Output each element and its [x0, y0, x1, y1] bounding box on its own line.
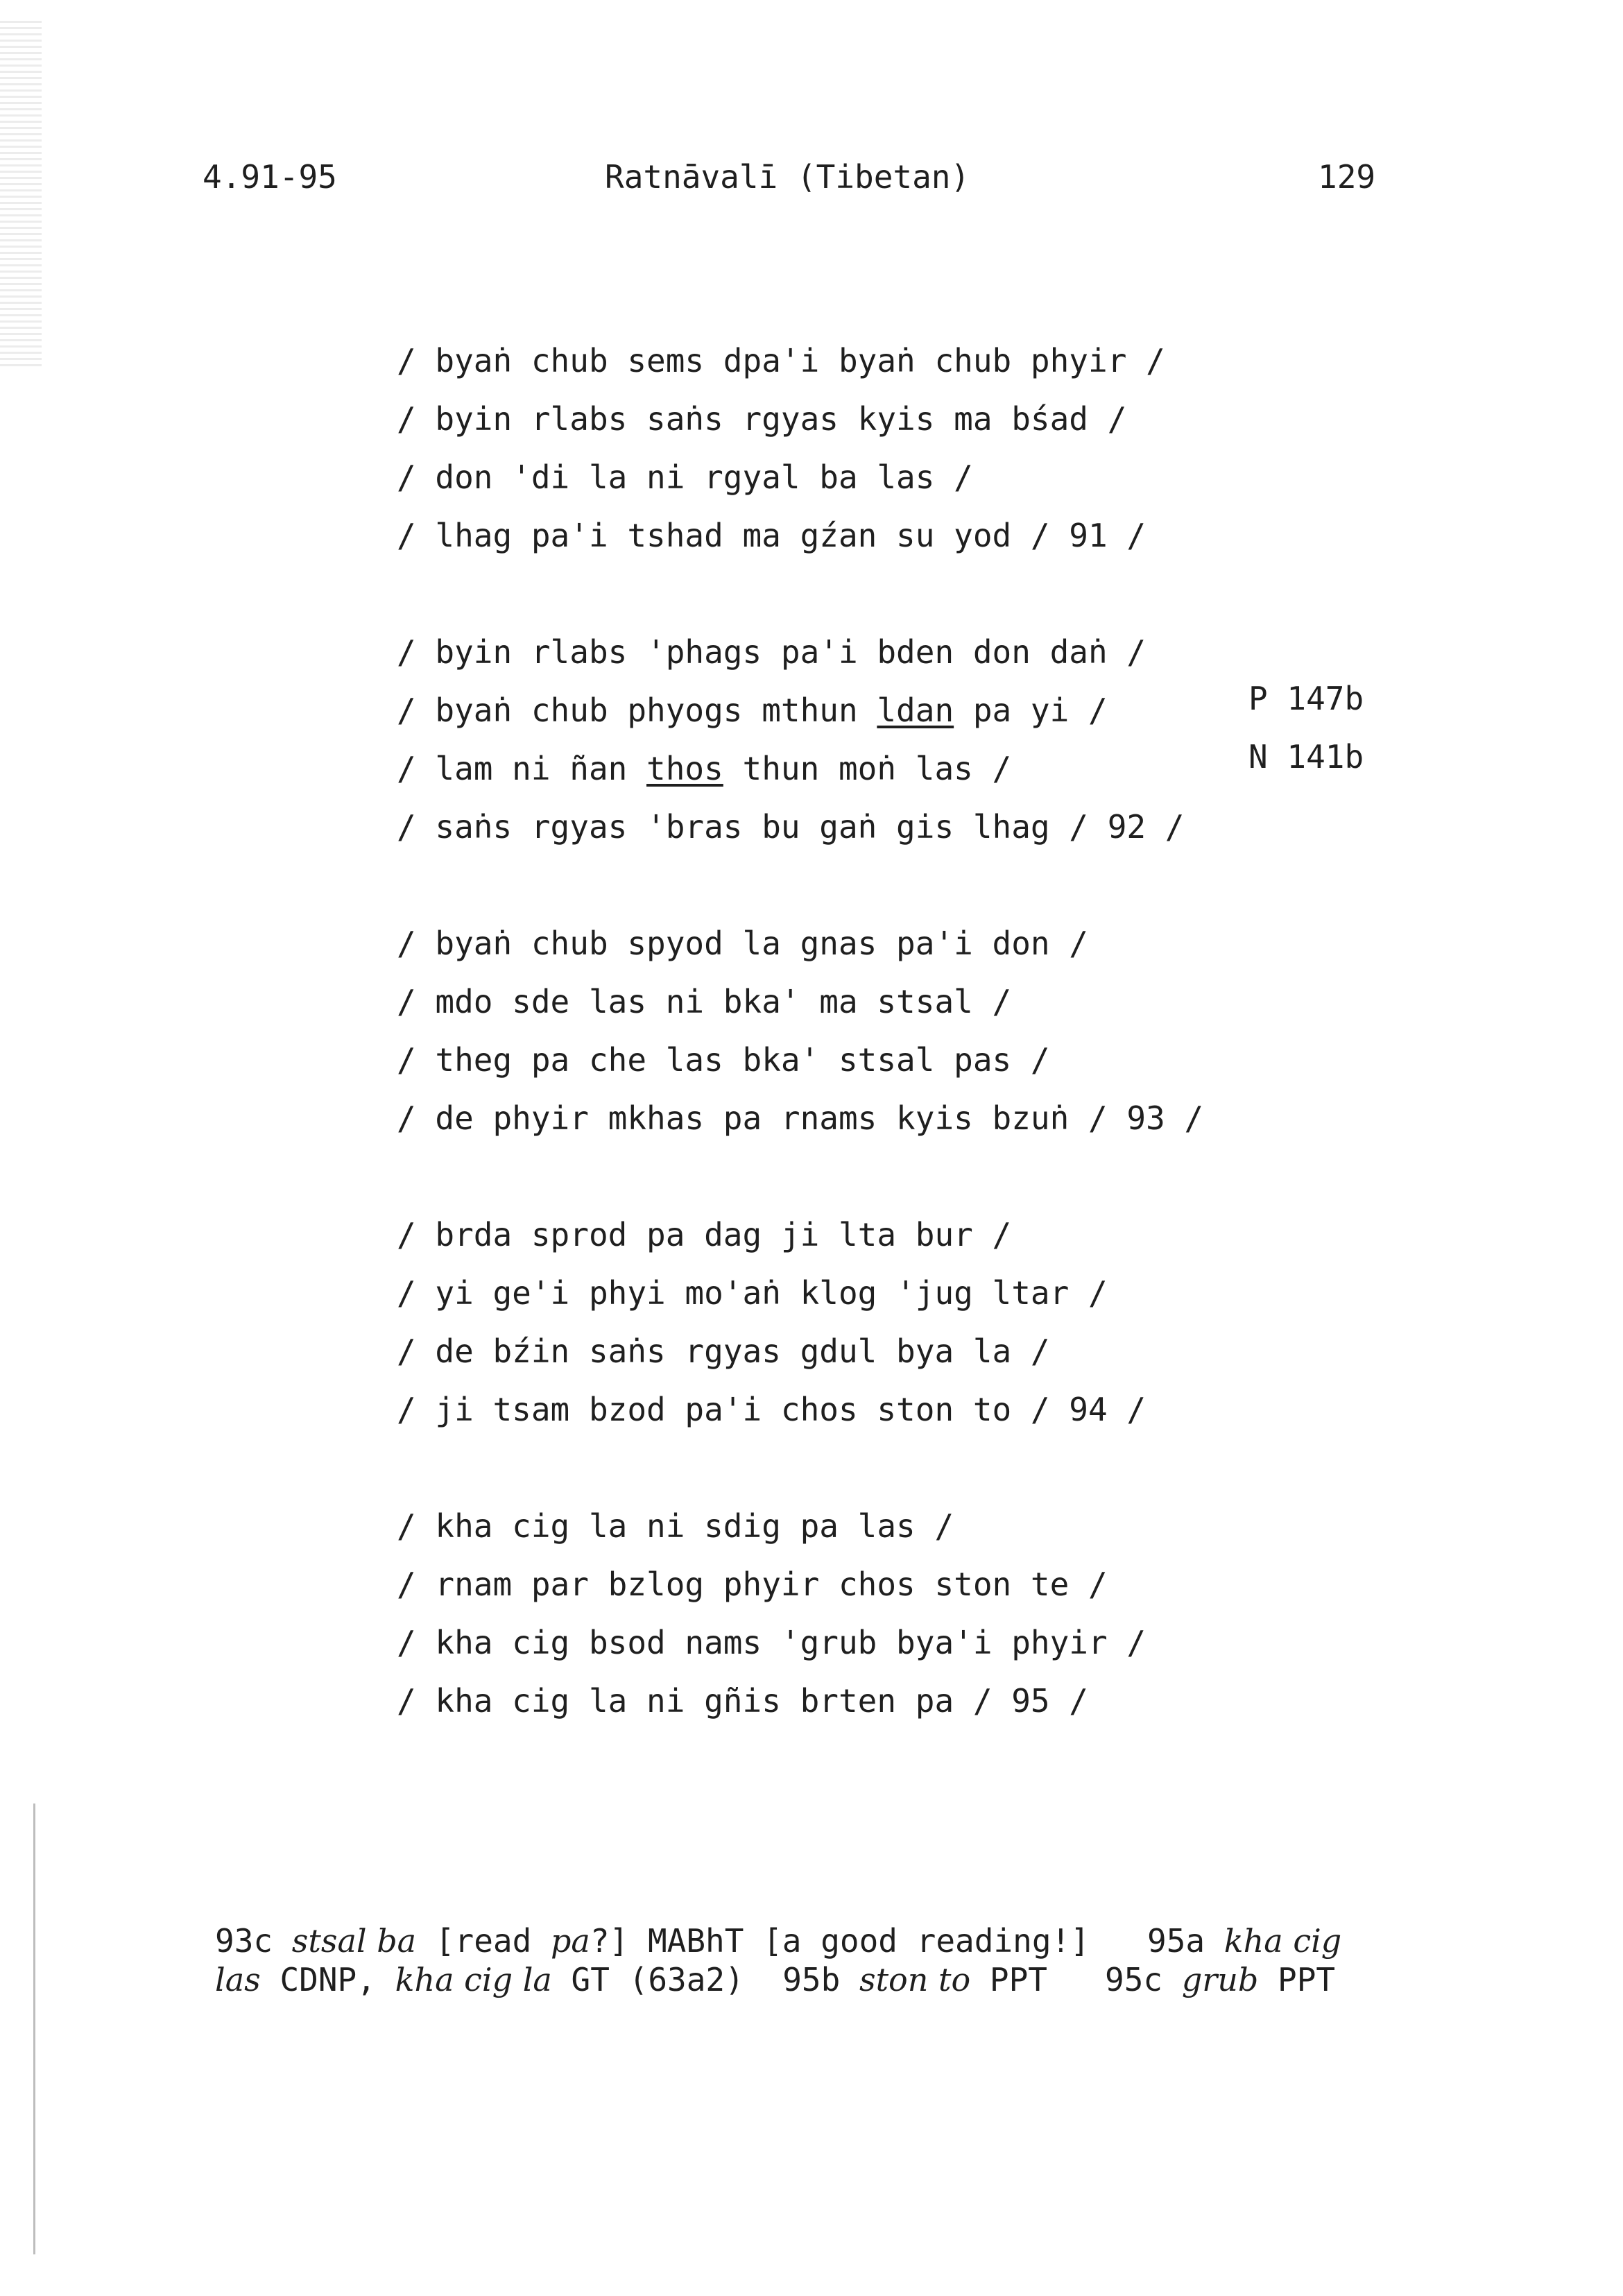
verse-text: pa yi / — [954, 692, 1108, 729]
verse-text: / theg pa che las bka' stsal pas / — [397, 1041, 1050, 1079]
italic-reading: kha cig la — [395, 1961, 552, 1998]
verse-text: / rnam par bzlog phyir chos ston te / — [397, 1566, 1108, 1603]
verse-text: thun moṅ las / — [723, 750, 1012, 787]
underlined-word: ldan — [877, 692, 954, 729]
stanza — [397, 1497, 1437, 1730]
stanza — [397, 914, 1437, 1147]
verse-line — [397, 1497, 1437, 1555]
verse-line — [397, 914, 1437, 973]
underlined-word: thos — [646, 750, 723, 787]
note-text: 93c — [215, 1922, 292, 1960]
verse-range: 4.91-95 — [203, 158, 337, 196]
verse-line — [397, 506, 1437, 565]
italic-reading: kha cig — [1223, 1922, 1342, 1960]
note-text: PPT 95c — [970, 1961, 1182, 1998]
verse-text: / de phyir mkhas pa rnams kyis bzuṅ / 93 / — [397, 1099, 1204, 1137]
verse-text: / kha cig bsod nams 'grub bya'i phyir / — [397, 1624, 1147, 1661]
verse-line — [397, 390, 1437, 448]
verse-line — [397, 1089, 1437, 1147]
verse-line — [397, 1322, 1437, 1380]
verse-text: / saṅs rgyas 'bras bu gaṅ gis lhag / 92 / — [397, 808, 1185, 846]
verse-block — [397, 332, 1437, 1788]
italic-reading: las — [215, 1961, 261, 1998]
note-text: CDNP, — [260, 1961, 395, 1998]
footnotes — [215, 1921, 1463, 1999]
stanza — [397, 1206, 1437, 1439]
note-text: [read — [416, 1922, 551, 1960]
note-text: GT (63a2) 95b — [551, 1961, 859, 1998]
verse-line — [397, 1264, 1437, 1322]
page-number: 129 — [1318, 158, 1376, 196]
verse-text: / kha cig la ni gñis brten pa / 95 / — [397, 1682, 1088, 1720]
verse-line — [397, 1031, 1437, 1089]
footnote-line — [215, 1921, 1463, 1960]
stanza — [397, 332, 1437, 565]
italic-reading: ston to — [859, 1961, 971, 1998]
italic-reading: pa — [550, 1922, 590, 1960]
verse-text: / byaṅ chub phyogs mthun — [397, 692, 877, 729]
verse-line — [397, 1380, 1437, 1439]
note-text: ?] MABhT [a good reading!] 95a — [590, 1922, 1224, 1960]
verse-text: / byin rlabs 'phags pa'i bden don daṅ / — [397, 633, 1147, 671]
verse-text: / mdo sde las ni bka' ma stsal / — [397, 983, 1012, 1020]
page-title: Ratnāvalī (Tibetan) — [605, 158, 970, 196]
scan-left-rule — [33, 1804, 35, 2254]
verse-text: / byaṅ chub sems dpa'i byaṅ chub phyir / — [397, 342, 1165, 379]
margin-ref-p: P 147b — [1248, 680, 1364, 717]
verse-text: / lhag pa'i tshad ma gźan su yod / 91 / — [397, 517, 1147, 554]
verse-line — [397, 448, 1437, 506]
verse-text: / yi ge'i phyi mo'aṅ klog 'jug ltar / — [397, 1274, 1108, 1312]
verse-text: / don 'di la ni rgyal ba las / — [397, 459, 973, 496]
verse-text: / ji tsam bzod pa'i chos ston to / 94 / — [397, 1391, 1147, 1428]
note-text: PPT — [1258, 1961, 1336, 1998]
verse-line — [397, 332, 1437, 390]
verse-line — [397, 1613, 1437, 1672]
verse-line — [397, 1672, 1437, 1730]
verse-line — [397, 1206, 1437, 1264]
verse-text: / brda sprod pa dag ji lta bur / — [397, 1216, 1012, 1253]
verse-text: / kha cig la ni sdig pa las / — [397, 1507, 954, 1545]
margin-ref-n: N 141b — [1248, 738, 1364, 776]
verse-line — [397, 623, 1437, 681]
running-header — [0, 158, 1623, 207]
verse-text: / byin rlabs saṅs rgyas kyis ma bśad / — [397, 400, 1127, 438]
verse-text: / byaṅ chub spyod la gnas pa'i don / — [397, 925, 1088, 962]
verse-line — [397, 973, 1437, 1031]
verse-text: / lam ni ñan — [397, 750, 647, 787]
verse-line — [397, 798, 1437, 856]
italic-reading: grub — [1181, 1961, 1259, 1998]
verse-text: / de bźin saṅs rgyas gdul bya la / — [397, 1333, 1050, 1370]
italic-reading: stsal ba — [291, 1922, 417, 1960]
verse-line — [397, 1555, 1437, 1613]
footnote-line — [215, 1960, 1463, 1999]
